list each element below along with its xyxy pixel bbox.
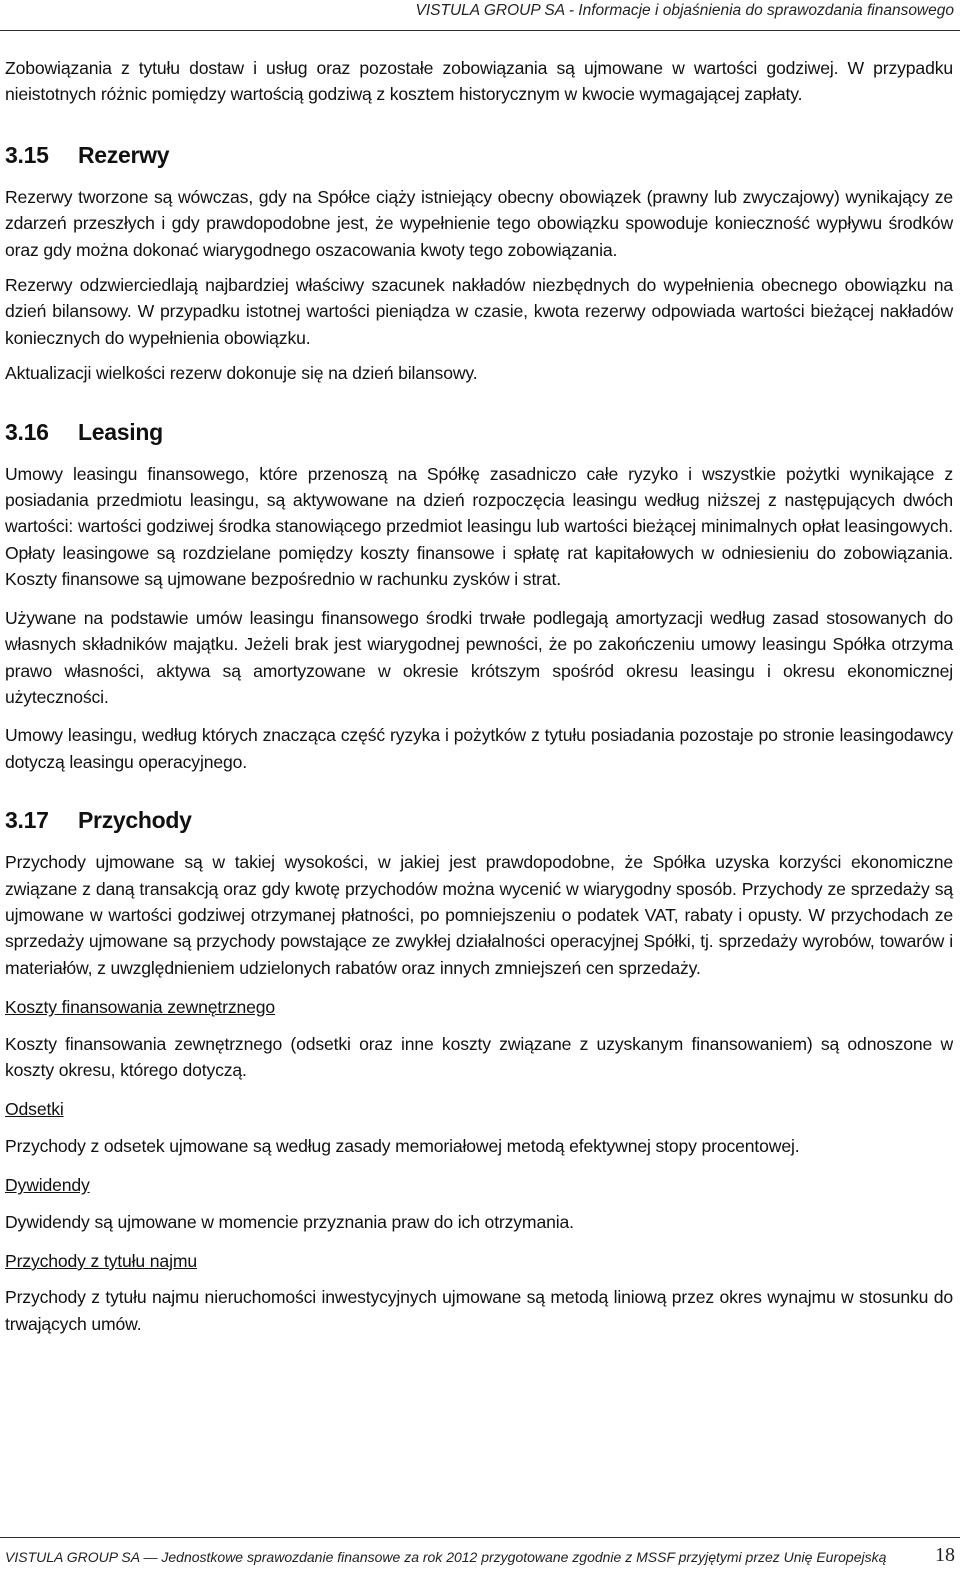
- rezerwy-paragraph-3: Aktualizacji wielkości rezerw dokonuje się na dzień bilansowy.: [5, 363, 478, 384]
- przychody-paragraph-1: Przychody ujmowane są w takiej wysokości, w jakiej jest prawdopodobne, że Spółka uzyska korzyści ekonomiczne związane z daną transakcją oraz gdy kwotę przychodów można wycenić w wiarygodny sposób. Przychody ze sprzedaży są ujmowane w wartości godziwej otrzymanej płatności, po pomniejszeniu o podatek VAT, rabaty i opusty. W przychodach ze sprzedaży ujmowane są przychody powstające ze zwykłej działalności operacyjnej Spółki, tj. sprzedaży wyrobów, towarów i materiałów, z uwzględnieniem udzielonych rabatów oraz innych zmniejszeń cen sprzedaży.: [5, 852, 953, 978]
- section-number: 3.17: [5, 807, 49, 834]
- leasing-paragraph-1: Umowy leasingu finansowego, które przenoszą na Spółkę zasadniczo całe ryzyko i wszystkie pożytki wynikające z posiadania przedmiotu leasingu, są aktywowane na dzień rozpoczęcia leasingu według niższej z następujących dwóch wartości: wartości godziwej środka stanowiącego przedmiot leasingu lub wartości bieżącej minimalnych opłat leasingowych. Opłaty leasingowe są rozdzielane pomiędzy koszty finansowe i spłatę rat kapitałowych w odniesieniu do zobowiązania. Koszty finansowe są ujmowane bezpośrednio w rachunku zysków i strat.: [5, 463, 953, 590]
- footer-text: [5, 1549, 886, 1565]
- subheading-przychody-najmu: Przychody z tytułu najmu: [5, 1251, 197, 1271]
- intro-paragraph: Zobowiązania z tytułu dostaw i usług oraz pozostałe zobowiązania są ujmowane w wartości godziwej. W przypadku nieistotnych różnic pomiędzy wartością godziwą z kosztem historycznym w kwocie wymagającej zapłaty.: [5, 58, 953, 105]
- header-title: VISTULA GROUP SA - Informacje i objaśnienia do sprawozdania finansowego: [415, 2, 954, 19]
- subheading-odsetki: Odsetki: [5, 1099, 64, 1120]
- section-heading-rezerwy: [5, 140, 953, 170]
- section-title: Przychody: [78, 807, 192, 834]
- footer-description: Jednostkowe sprawozdanie finansowe za rok 2012 przygotowane zgodnie z MSSF przyjętymi przez Unię Europejską: [161, 1549, 887, 1565]
- section-number: 3.16: [5, 418, 49, 445]
- page-number: 18: [935, 1544, 955, 1566]
- section-heading-leasing: [5, 417, 953, 447]
- section-heading-przychody: [5, 805, 953, 835]
- subheading-koszty-finansowania: Koszty finansowania zewnętrznego: [5, 997, 276, 1018]
- section-title: Rezerwy: [78, 141, 170, 168]
- subheading-dywidendy: Dywidendy: [5, 1175, 90, 1196]
- page-footer: [0, 1537, 960, 1574]
- dywidendy-text: Dywidendy są ujmowane w momencie przyznania praw do ich otrzymania.: [5, 1211, 574, 1232]
- page-content: [5, 55, 953, 1337]
- rezerwy-paragraph-2: Rezerwy odzwierciedlają najbardziej właściwy szacunek nakładów niezbędnych do wypełnienia obecnego obowiązku na dzień bilansowy. W przypadku istotnej wartości pieniądza w czasie, kwota rezerwy odpowiada wartości bieżącej nakładów koniecznych do wypełnienia obowiązku.: [5, 275, 953, 348]
- page-header: [0, 0, 960, 31]
- footer-dash: —: [143, 1549, 158, 1565]
- odsetki-text: Przychody z odsetek ujmowane są według zasady memoriałowej metodą efektywnej stopy procentowej.: [5, 1135, 800, 1156]
- footer-company: VISTULA GROUP SA: [5, 1549, 140, 1565]
- section-title: Leasing: [78, 418, 163, 445]
- przychody-najmu-text: Przychody z tytułu najmu nieruchomości inwestycyjnych ujmowane są metodą liniową przez okres wynajmu w stosunku do trwających umów.: [5, 1287, 953, 1334]
- section-number: 3.15: [5, 141, 49, 168]
- rezerwy-paragraph-1: Rezerwy tworzone są wówczas, gdy na Spółce ciąży istniejący obecny obowiązek (prawny lub zwyczajowy) wynikający ze zdarzeń przeszłych i gdy prawdopodobne jest, że wypełnienie tego obowiązku spowoduje konieczność wypływu środków oraz gdy można dokonać wiarygodnego oszacowania kwoty tego zobowiązania.: [5, 186, 953, 260]
- koszty-finansowania-text: Koszty finansowania zewnętrznego (odsetki oraz inne koszty związane z uzyskanym finansowaniem) są odnoszone w koszty okresu, którego dotyczą.: [5, 1033, 953, 1080]
- leasing-paragraph-3: Umowy leasingu, według których znacząca część ryzyka i pożytków z tytułu posiadania pozostaje po stronie leasingodawcy dotyczą leasingu operacyjnego.: [5, 725, 953, 772]
- leasing-paragraph-2: Używane na podstawie umów leasingu finansowego środki trwałe podlegają amortyzacji według zasad stosowanych do własnych składników majątku. Jeżeli brak jest wiarygodnej pewności, że po zakończeniu umowy leasingu Spółka otrzyma prawo własności, aktywa są amortyzowane w okresie krótszym spośród okresu leasingu i okresu ekonomicznej użyteczności.: [5, 607, 953, 707]
